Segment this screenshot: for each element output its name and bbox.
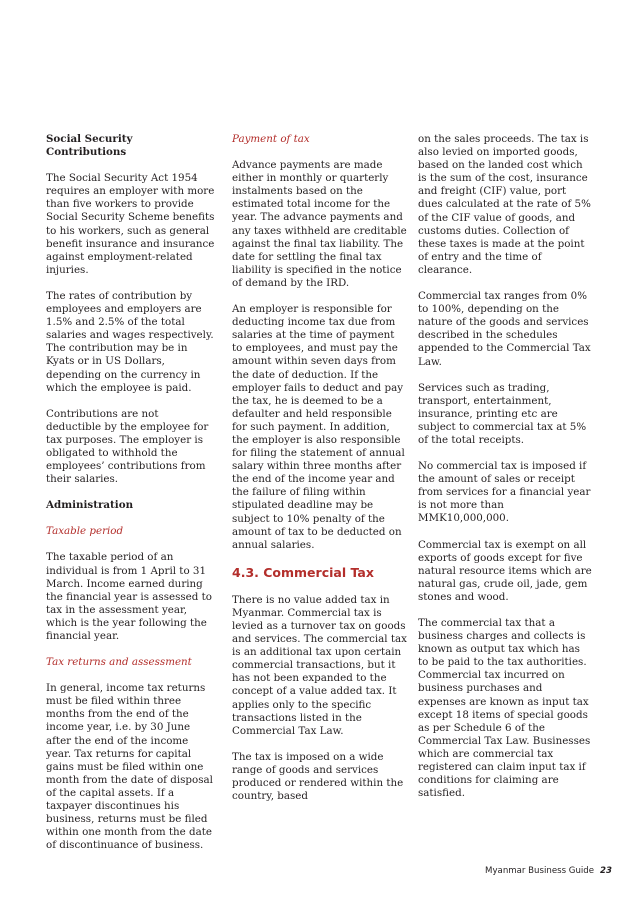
page-number: 23 [600, 866, 612, 876]
paragraph: Advance payments are made either in monthly or quarterly instalments based on the estimated total income for the year. The advance payments and any taxes withheld are creditable against the final tax liability. The date for settling the final tax liability is specified in the notice of demand by the IRD. [232, 159, 407, 289]
section-title-commercial-tax: 4.3. Commercial Tax [232, 564, 374, 580]
paragraph: The Social Security Act 1954 requires an employer with more than five workers to provide Social Security Scheme benefits to his workers, such as general benefit insurance and insurance against employment-related injuries. [46, 172, 215, 276]
subheading-taxable-period: Taxable period [46, 525, 124, 538]
paragraph: The rates of contribution by employees and employers are 1.5% and 2.5% of the total salaries and wages respectively. The contribution may be in Kyats or in US Dollars, depending on the currency in which the employee is paid. [46, 289, 214, 394]
section-heading-administration: Administration [46, 499, 134, 512]
column-left [46, 133, 216, 865]
paragraph: There is no value added tax in Myanmar. Commercial tax is levied as a turnover tax on goods and services. The commercial tax is an additional tax upon certain commercial transactions, but it has not been expanded to the concept of a value added tax. It applies only to the specific transactions listed in the Commercial Tax Law. [232, 593, 407, 737]
paragraph: Commercial tax is exempt on all exports of goods except for five natural resource items which are natural gas, crude oil, jade, gem stones and wood. [418, 538, 592, 603]
paragraph: The tax is imposed on a wide range of goods and services produced or rendered within the country, based [232, 750, 404, 803]
paragraph: The taxable period of an individual is from 1 April to 31 March. Income earned during the financial year is assessed to tax in the assessment year, which is the year following the financial year. [46, 551, 212, 642]
section-heading-social-security: Social Security Contributions [46, 133, 133, 159]
paragraph: Services such as trading, transport, entertainment, insurance, printing etc are subject to commercial tax at 5% of the total receipts. [418, 381, 587, 446]
paragraph: on the sales proceeds. The tax is also levied on imported goods, based on the landed cost which is the sum of the cost, insurance and freight (CIF) value, port dues calculated at the rate of 5% of the CIF value of goods, and customs duties. Collection of these taxes is made at the point of entry and the time of clearance. [418, 133, 591, 276]
column-right [418, 133, 592, 813]
paragraph: Commercial tax ranges from 0% to 100%, depending on the nature of the goods and services described in the schedules appended to the Commercial Tax Law. [418, 290, 591, 368]
paragraph: In general, income tax returns must be filed within three months from the end of the income year, i.e. by 30 June after the end of the income year. Tax returns for capital gains must be filed within one month from the date of disposal of the capital assets. If a taxpayer discontinues his business, returns must be filed within one month from the date of discontinuance of business. [46, 682, 213, 852]
subheading-tax-returns: Tax returns and assessment [46, 656, 192, 669]
subheading-payment-of-tax: Payment of tax [232, 133, 310, 145]
paragraph: No commercial tax is imposed if the amount of sales or receipt from services for a financial year is not more than MMK10,000,000. [418, 460, 591, 525]
page-footer [400, 866, 612, 876]
paragraph: The commercial tax that a business charges and collects is known as output tax which has to be paid to the tax authorities. Commercial tax incurred on business purchases and expenses are known as input tax except 18 items of special goods as per Schedule 6 of the Commercial Tax Law. Businesses which are commercial tax registered can claim input tax if conditions for claiming are satisfied. [418, 617, 591, 800]
column-middle [232, 133, 407, 816]
paragraph: An employer is responsible for deducting income tax due from salaries at the time of payment to employees, and must pay the amount within seven days from the date of deduction. If the employer fails to deduct and pay the tax, he is deemed to be a defaulter and held responsible for such payment. In addition, the employer is also responsible for filing the statement of annual salary within three months after the end of the income year and the failure of filing within stipulated deadline may be subject to 10% penalty of the amount of tax to be deducted on annual salaries. [232, 303, 405, 551]
paragraph: Contributions are not deductible by the employee for tax purposes. The employer is obligated to withhold the employees’ contributions from their salaries. [46, 407, 209, 486]
footer-guide-title: Myanmar Business Guide [485, 866, 595, 876]
